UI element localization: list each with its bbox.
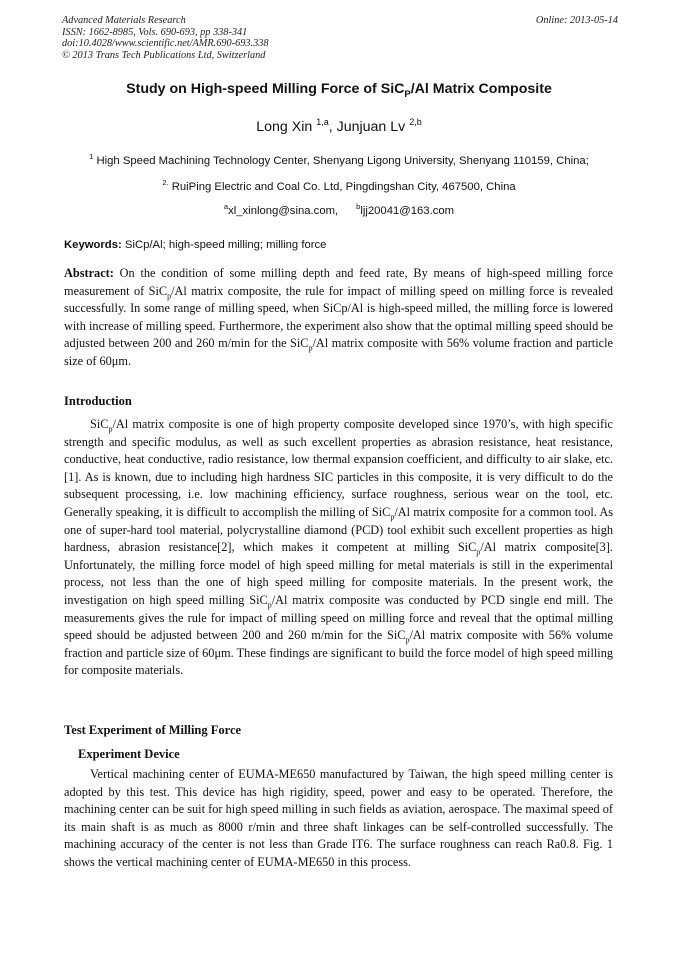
- journal-header: [62, 15, 618, 61]
- title-subscript: P: [404, 88, 411, 100]
- author-separator: ,: [328, 119, 337, 135]
- abstract-text: /Al matrix composite, the rule for impact of milling speed on milling force is revealed successfully. In some range of milling speed, when SiCp/Al is high-speed milled, the milling force is lowered with increase of milling speed. Furthermore, the experiment also show that the optimal milling speed should be adjusted between 200 and 260 m/min for the SiC: [64, 283, 613, 351]
- abstract-label: Abstract:: [64, 266, 114, 280]
- author-affil-mark: 2,b: [409, 117, 422, 127]
- test-experiment-heading: Test Experiment of Milling Force: [64, 723, 242, 737]
- keywords-text: SiCp/Al; high-speed milling; milling force: [121, 239, 327, 251]
- intro-text: /Al matrix composite was conducted by PCD single end mill. The measurements gives the rule for impact of milling speed on milling force and reveal that the optimal milling speed should be adjusted between 200 and 260 m/min for the SiC: [64, 592, 613, 643]
- subscript: p: [267, 600, 272, 610]
- author-list: [0, 113, 678, 136]
- journal-name: Advanced Materials Research: [62, 15, 186, 26]
- email-link[interactable]: ljj20041@163.com: [360, 205, 455, 217]
- email-link[interactable]: xl_xinlong@sina.com,: [228, 205, 339, 217]
- title-part: Study on High-speed Milling Force of SiC: [126, 81, 405, 97]
- affil-text: RuiPing Electric and Coal Co. Ltd, Pingdingshan City, 467500, China: [168, 181, 516, 193]
- email-mark: b: [356, 202, 361, 211]
- abstract-paragraph: [64, 265, 613, 371]
- experiment-device-subheading: Experiment Device: [78, 747, 180, 761]
- author-emails: [0, 200, 678, 218]
- subscript: p: [390, 512, 395, 522]
- keywords: [64, 238, 624, 252]
- subscript: p: [167, 291, 172, 301]
- paper-title: [30, 80, 648, 104]
- affil-text: High Speed Machining Technology Center, Shenyang Ligong University, Shenyang 110159, China;: [93, 155, 589, 167]
- subscript: p: [476, 547, 481, 557]
- introduction-heading: Introduction: [64, 394, 132, 408]
- intro-text: /Al matrix composite with 56% volume fraction and particle size of 60μm. These findings are significant to build the force model of high speed milling for composite materials.: [64, 628, 613, 678]
- affil-mark: 2.: [162, 178, 169, 187]
- keywords-label: Keywords:: [64, 239, 122, 251]
- author-affil-mark: 1,a: [316, 117, 329, 127]
- doi-line: doi:10.4028/www.scientific.net/AMR.690-693.338: [62, 38, 269, 49]
- affil-mark: 1: [89, 152, 94, 161]
- abstract-text: /Al matrix composite with 56% volume fraction and particle size of 60μm.: [64, 336, 613, 368]
- affiliation-2: [0, 176, 678, 194]
- intro-text: /Al matrix composite[3]. Unfortunately, the milling force model of high speed milling for metal materials is still in the experimental process, not less than the one of high speed milling for composite materials. In the present work, the investigation on high speed milling SiC: [64, 540, 613, 607]
- intro-text: /Al matrix composite for a common tool. As one of super-hard tool material, polycrystalline diamond (PCD) tool exhibit such excellent properties as high hardness, abrasion resistance[2], which makes it competent at milling SiC: [64, 504, 614, 555]
- subscript: p: [108, 424, 113, 434]
- intro-text: SiC: [90, 417, 109, 431]
- intro-text: /Al matrix composite is one of high property composite developed since 1970’s, with high specific strength and specific modulus, as well as such excellent properties as abrasion resistance, heat resistance, conductive, heat conductive, radio resistance, low thermal expansion coefficient, and difficulty to air slake, etc.[1]. As is known, due to including high hardness SIC particles in this composite, it is very difficult to do the subsequent processing, i.e. low machining efficiency, surface roughness, serious wear on the tool, etc. Generally speaking, it is difficult to accomplish the milling of SiC: [64, 417, 613, 519]
- issn-line: ISSN: 1662-8985, Vols. 690-693, pp 338-341: [62, 26, 248, 38]
- author-name: Long Xin: [256, 119, 317, 135]
- subscript: p: [405, 635, 410, 645]
- abstract-text: On the condition of some milling depth and feed rate, By means of high-speed milling force measurement of SiC: [64, 266, 613, 298]
- title-part: /Al Matrix Composite: [410, 81, 552, 97]
- subscript: p: [308, 343, 313, 353]
- experiment-device-paragraph: Vertical machining center of EUMA-ME650 manufactured by Taiwan, the high speed milling center is adopted by this test. This device has high rigidity, speed, power and easy to be operated. Therefore, the machining center can be suit for high speed milling in such fields as aviation, aerospace. The maximal speed of its main shaft is as much as 8000 r/min and three shaft linkages can be self-controlled successfully. The machining accuracy of the center is not less than Grade IT6. The surface roughness can reach Ra0.8. Fig. 1 shows the vertical machining center of EUMA-ME650 in this process.: [64, 767, 613, 869]
- introduction-paragraph: [64, 416, 613, 680]
- email-mark: a: [223, 202, 229, 211]
- affiliation-1: [0, 150, 678, 168]
- copyright-line: © 2013 Trans Tech Publications Ltd, Switzerland: [62, 49, 266, 61]
- online-date: Online: 2013-05-14: [535, 15, 618, 26]
- author-name: Junjuan Lv: [336, 119, 410, 135]
